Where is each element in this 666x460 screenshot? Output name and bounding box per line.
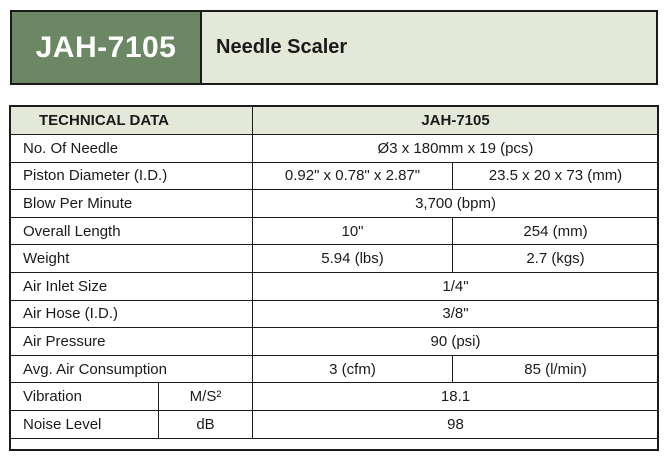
row-value-imperial: 10": [253, 217, 453, 245]
table-row: [11, 328, 659, 356]
row-label: Weight: [11, 245, 253, 273]
row-label: Blow Per Minute: [11, 190, 253, 218]
row-value-imperial: 0.92" x 0.78" x 2.87": [253, 162, 453, 190]
table-row: [11, 355, 659, 383]
table-row: [11, 135, 659, 163]
row-label: Vibration: [11, 383, 159, 411]
row-value-metric: 85 (l/min): [453, 355, 659, 383]
model-number-box: [12, 12, 202, 83]
row-value-imperial: 3 (cfm): [253, 355, 453, 383]
table-row: [11, 383, 659, 411]
row-value: 1/4": [253, 272, 659, 300]
row-value-metric: 23.5 x 20 x 73 (mm): [453, 162, 659, 190]
row-value: 98: [253, 410, 659, 438]
product-name: Needle Scaler: [216, 36, 348, 58]
table-row: [11, 410, 659, 438]
table-row: [11, 217, 659, 245]
row-value: 3/8": [253, 300, 659, 328]
row-label: Overall Length: [11, 217, 253, 245]
row-label: Air Pressure: [11, 328, 253, 356]
row-unit: M/S²: [159, 383, 253, 411]
row-label: Air Hose (I.D.): [11, 300, 253, 328]
table-row: [11, 300, 659, 328]
table-row: [11, 272, 659, 300]
table-row: [11, 190, 659, 218]
row-label: Avg. Air Consumption: [11, 355, 253, 383]
table-row: [11, 162, 659, 190]
row-value: 3,700 (bpm): [253, 190, 659, 218]
row-value-imperial: 5.94 (lbs): [253, 245, 453, 273]
model-number: JAH-7105: [35, 30, 177, 64]
row-value-metric: 2.7 (kgs): [453, 245, 659, 273]
row-label: Air Inlet Size: [11, 272, 253, 300]
row-label: No. Of Needle: [11, 135, 253, 163]
row-label: Noise Level: [11, 410, 159, 438]
table-header-row: [11, 107, 659, 135]
row-label: Piston Diameter (I.D.): [11, 162, 253, 190]
row-value: 18.1: [253, 383, 659, 411]
row-value: Ø3 x 180mm x 19 (pcs): [253, 135, 659, 163]
row-value: 90 (psi): [253, 328, 659, 356]
product-name-box: [202, 12, 656, 83]
technical-data-table: [10, 106, 659, 439]
header-model: JAH-7105: [253, 107, 659, 135]
row-value-metric: 254 (mm): [453, 217, 659, 245]
header-technical-data: TECHNICAL DATA: [11, 107, 253, 135]
title-banner: [10, 10, 658, 85]
table-row: [11, 245, 659, 273]
row-unit: dB: [159, 410, 253, 438]
